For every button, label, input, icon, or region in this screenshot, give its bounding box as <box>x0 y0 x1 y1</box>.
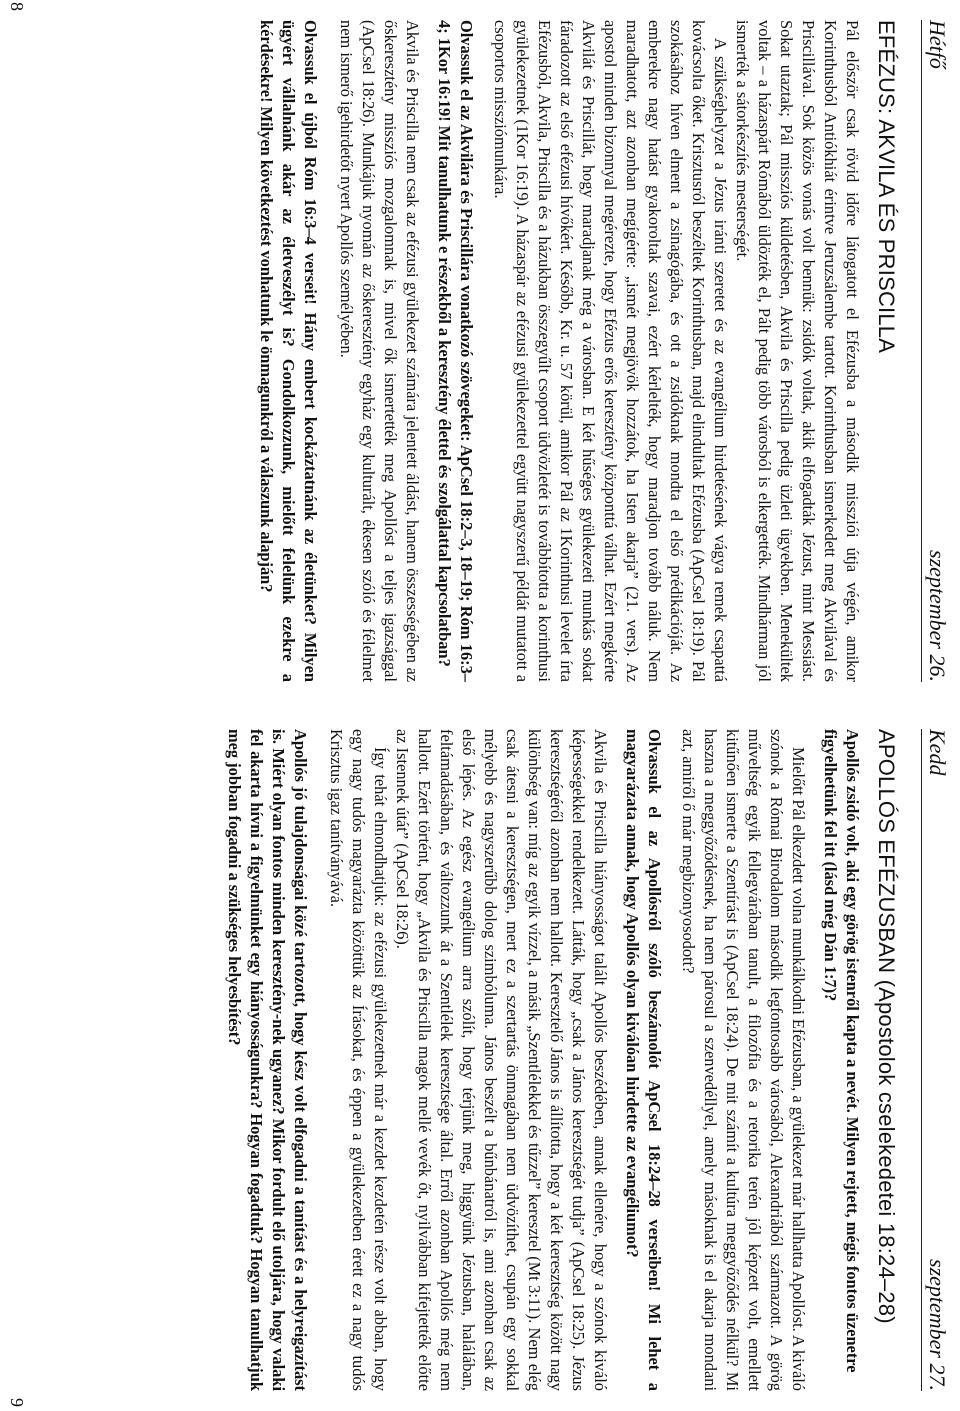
right-title: APOLLÓS EFÉZUSBAN (Apostolok cselekedetei 18:24–28) <box>874 729 899 1324</box>
right-header <box>921 729 960 1391</box>
right-question-1: Olvassuk el az Apollósról szóló beszámolót ApCsel 18:24–28 verseiben! Mi lehet a magyarázata annak, hogy Apollós olyan kiválóan hirdette az evangéliumot? <box>623 729 664 1391</box>
left-paragraph-2: A szükséghelyzet a Jézus iránti szeretet és az evangélium hirdetésének vágya remek csapattá kovácsolta őket. Krisztusról beszéltek Korinthusban, majd elindultak Efézusba (ApCsel 18:19). Pál szokásához híven elment a zsinagógába, és ott a zsidóknak mondta el első prédikációját. Az emberekre nagy hatást gyakoroltak szavai, ezért kérlelték, hogy maradjon tovább náluk. Nem maradhatott, azt azonban megígérte: „ismét megjövök hozzátok, ha Isten akarja” (21. vers). Az apostol minden bizonnyal megérezte, hogy Efézus erős keresztény központtá válhat. Ezért megkérte Akvilát és Priscillát, hogy maradjanak még a városban. E két hűséges gyülekezeti munkás sokat fáradozott az első efézusi hívőkért. Később, Kr. u. 57 körül, amikor Pál az 1Korinthusi levelet írta Efézusból, Akvila, Priscilla és a házukban összegyűlt csoport üdvözletét is továbbította a korinthusi gyülekezetnek (1Kor 16:19). A házaspár az efézusi gyülekezettel együtt nagyszerű példát mutatott a csoportos missziómunkára. <box>491 20 730 682</box>
right-paragraph-1: Mielőtt Pál elkezdett volna munkálkodni Efézusban, a gyülekezet már hallhatta Apollóst. A kiváló szónok a Római Birodalom második legfontosabb városából, Alexandriából származott. A görög műveltség egyik fellegvárában tanult, a filozófia és a retorika terén jól képzett volt, emellett kitűnően ismerte a Szentírást is (ApCsel 18:24). De mit számít a kultúra meggyőződés nélkül? Mi haszna a meggyőződésnek, ha nem párosul a szenvedéllyel, amely másoknak is el akarja mondani azt, amiről ő már megbizonyosodott? <box>679 729 808 1391</box>
left-page <box>0 0 960 700</box>
left-title: EFÉZUS: AKVILA ÉS PRISCILLA <box>874 20 899 354</box>
left-question-2: Olvassuk el újból Róm 16:3–4 verseit! Hány embert kockáztatnánk az életünket? Milyen ügyért vállalnánk akár az életveszélyt is? Gondolkozzunk, mielőtt felelünk ezekre a kérdésekre! Milyen következtést vonhatunk le önmagunkról a válaszunk alapján? <box>257 20 320 682</box>
left-header <box>921 20 960 682</box>
right-day: Kedd <box>925 729 950 776</box>
left-question-1: Olvassuk el az Akvilára és Priscillára vonatkozó szövegeket: ApCsel 18:2–3, 18–19; Róm 16:3–4; 1Kor 16:19! Mit tanulhatunk e részekből a keresztény élettel és szolgálattal kapcsolatban? <box>435 20 476 682</box>
right-page-number: 9 <box>7 1398 27 1407</box>
left-page-number: 8 <box>7 2 27 11</box>
right-page <box>0 711 960 1411</box>
left-date: szeptember 26. <box>925 550 950 682</box>
right-date: szeptember 27. <box>925 1259 950 1391</box>
right-lead-question: Apollós zsidó volt, aki egy görög istenről kapta a nevét. Milyen rejtett, mégis fontos üzenetre figyelhetünk fel itt (lásd még Dán 1:7)? <box>821 729 862 1373</box>
right-question-2: Apollós jó tulajdonságai közé tartozott, hogy kész volt elfogadni a tanítást és a helyreigazítást is. Miért olyan fontos minden keresztény-nek ugyanez? Mikor fordult elő utoljára, hogy valaki fel akarta hívni a figyelmünket egy hiányosságunkra? Hogyan fogadtuk? Hogyan tanulhatjuk meg jobban fogadni a szükséges helyesbítést? <box>225 729 310 1391</box>
left-day: Hétfő <box>925 20 950 69</box>
left-paragraph-1: Pál először csak rövid időre látogatott el Efézusba a második missziói útja végén, amikor Korinthusból Antiókhiát érintve Jeruzsálembe tartott. Korinthusban ismerkedett meg Akvilával és Priscillával. Sok közös vonás volt bennük: zsidók voltak, akik elfogadták Jézust, mint Messiást. Sokat utaztak; Pál missziós küldetésben, Akvila és Priscilla pedig üzleti ügyekben. Menekültek voltak – a házaspárt Rómából üldözték el, Pált pedig több városból is elkergették. Mindhárman jól ismerték a sátorkészítés mesterségét. <box>733 20 862 682</box>
right-paragraph-2: Akvila és Priscilla hiányosságot talált Apollós beszédében, annak ellenére, hogy a szónok kiváló képességekkel rendelkezett. Látták, hogy „csak a János keresztségét tudja” (ApCsel 18:25). Jézus keresztségéről azonban nem hallott. Keresztelő János is állította, hogy a két keresztség között nagy különbség van: míg az egyik vízzel, a másik „Szentlélekkel és tűzzel” keresztel (Mt 3:11). Nem elég csak átesni a keresztségen, mert ez a szertartás önmagában nem üdvözíthet, csupán egy sokkal mélyebb és nagyszerűbb dolog szimbóluma. János beszélt a bűnbánatról is, ami azonban csak az első lépés. Az egész evangélium arra szólít, hogy térjünk meg, higgyünk Jézusban, halálában, feltámadásában, és változzunk át a Szentlélek keresztsége által. Erről azonban Apollós még nem hallott. Ezért történt, hogy „Akvila és Priscilla magok mellé vevék őt, nyilvábban kifejtették előtte az Istennek útát” (ApCsel 18:26). <box>393 729 610 1391</box>
left-paragraph-3: Akvila és Priscilla nem csak az efézusi gyülekezet számára jelentett áldást, hanem összességében az őskeresztény missziós mozgalomnak is, mivel ők ismertették meg Apollóst a teljes igazsággal (ApCsel 18:26). Munkájuk nyomán az őskeresztény egyház egy kulturált, ékesen szóló és félelmet nem ismerő igehirdetőt nyert Apollós személyében. <box>337 20 422 682</box>
right-paragraph-3: Így tehát elmondhatjuk: az efézusi gyülekezetnek már a kezdet kezdetén része volt abban, hogy egy nagy tudós magyarázta közöttük az Írásokat, és éppen a gyülekezetben érett ez a nagy tudós Krisztus igaz tanítványává. <box>327 729 390 1391</box>
